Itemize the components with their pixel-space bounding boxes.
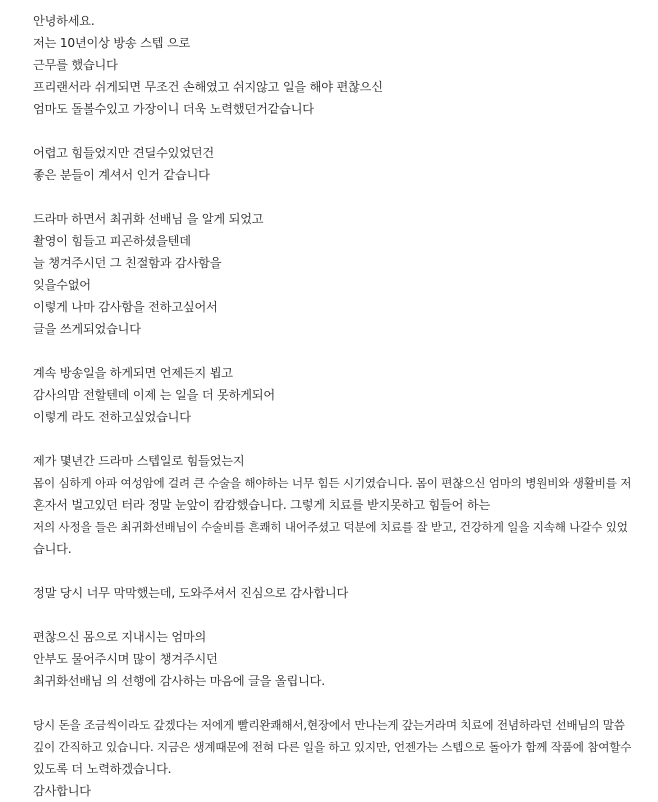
text-line: 근무를 했습니다 xyxy=(33,58,118,72)
text-line: 혼자서 벌고있던 터라 정말 눈앞이 캄캄했습니다. 그렇게 치료를 받지못하고 힘들어 하는 xyxy=(33,498,491,512)
text-line: 감사의맘 전할텐데 이제 는 일을 더 못하게되어 xyxy=(33,388,275,402)
paragraph-illness xyxy=(33,450,631,560)
text-line: 잊을수없어 xyxy=(33,278,91,292)
paragraph-closing xyxy=(33,714,631,802)
text-line: 늘 챙겨주시던 그 친절함과 감사함을 xyxy=(33,256,222,270)
text-line: 편찮으신 몸으로 지내시는 엄마의 xyxy=(33,630,207,644)
text-line: 제가 몇년간 드라마 스텝일로 힘들었는지 xyxy=(33,454,245,468)
text-line: 엄마도 돌볼수있고 가장이니 더욱 노력했던거같습니다 xyxy=(33,102,314,116)
letter-body xyxy=(33,10,631,802)
text-line: 몸이 심하게 아파 여성암에 걸려 큰 수술을 해야하는 너무 힘든 시기였습니다. 몸이 편찮으신 엄마의 병원비와 생활비를 저 xyxy=(33,476,632,490)
text-line: 깊이 간직하고 있습니다. 지금은 생계때문에 전혀 다른 일을 하고 있지만, 언젠가는 스텝으로 돌아가 함께 작품에 참여할수 xyxy=(33,740,632,754)
paragraph-mother xyxy=(33,626,631,692)
text-line: 이렇게 나마 감사함을 전하고싶어서 xyxy=(33,300,218,314)
text-line: 정말 당시 너무 막막했는데, 도와주셔서 진심으로 감사합니다 xyxy=(33,586,349,600)
text-line: 드라마 하면서 최귀화 선배님 을 알게 되었고 xyxy=(33,212,264,226)
text-line: 저는 10년이상 방송 스텝 으로 xyxy=(33,36,191,50)
text-line: 저의 사정을 들은 최귀화선배님이 수술비를 흔쾌히 내어주셨고 덕분에 치료를 잘 받고, 건강하게 일을 지속해 나갈수 있었 xyxy=(33,520,628,534)
text-line: 어렵고 힘들었지만 견딜수있었던건 xyxy=(33,146,214,160)
text-line: 있도록 더 노력하겠습니다. xyxy=(33,762,172,776)
text-line: 습니다. xyxy=(33,542,72,556)
signoff-line: 감사합니다 xyxy=(33,784,91,798)
text-line: 프리랜서라 쉬게되면 무조건 손해였고 쉬지않고 일을 해야 편찮으신 xyxy=(33,80,383,94)
paragraph-endurance xyxy=(33,142,631,186)
paragraph-greeting xyxy=(33,10,631,120)
paragraph-farewell xyxy=(33,362,631,428)
paragraph-thanks xyxy=(33,582,631,604)
text-line: 안부도 물어주시며 많이 챙겨주시던 xyxy=(33,652,218,666)
text-line: 최귀화선배님 의 선행에 감사하는 마음에 글을 올립니다. xyxy=(33,674,325,688)
text-line: 좋은 분들이 계셔서 인거 같습니다 xyxy=(33,168,210,182)
text-line: 계속 방송일을 하게되면 언제든지 뵙고 xyxy=(33,366,233,380)
text-line: 촬영이 힘들고 피곤하셨을텐데 xyxy=(33,234,191,248)
text-line: 이렇게 라도 전하고싶었습니다 xyxy=(33,410,191,424)
text-line: 글을 쓰게되었습니다 xyxy=(33,322,141,336)
text-line: 당시 돈을 조금씩이라도 갚겠다는 저에게 빨리완쾌해서,현장에서 만나는게 갚는거라며 치료에 전념하라던 선배님의 말씀 xyxy=(33,718,625,732)
paragraph-meeting xyxy=(33,208,631,340)
text-line: 안녕하세요. xyxy=(33,14,95,28)
